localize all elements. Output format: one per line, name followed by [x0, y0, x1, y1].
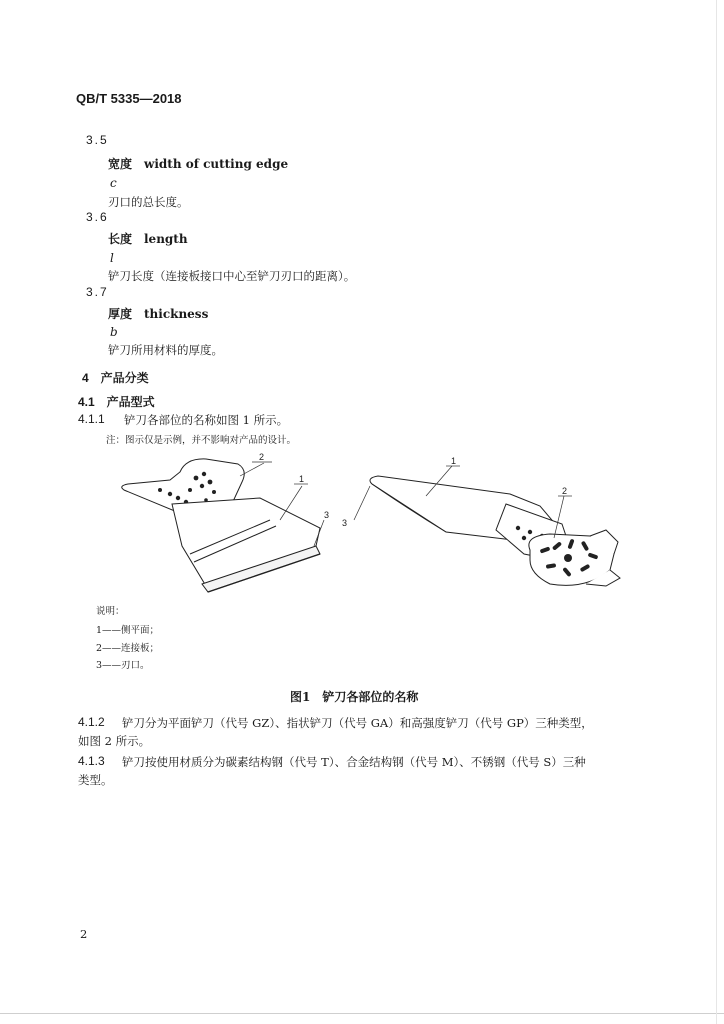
section-4-title: 4 产品分类 — [82, 371, 149, 385]
term-length: 长度 length — [108, 232, 188, 246]
definition-thickness: 铲刀所用材料的厚度。 — [108, 343, 223, 357]
scan-bottom-edge — [0, 1013, 724, 1014]
term-width: 宽度 width of cutting edge — [108, 157, 289, 171]
symbol-l: l — [110, 251, 114, 265]
term-thickness: 厚度 thickness — [108, 307, 209, 321]
definition-width: 刃口的总长度。 — [108, 195, 189, 209]
clause-number-4-1-2: 4.1.2 — [78, 715, 105, 729]
clause-4-1-2-line1: 铲刀分为平面铲刀（代号 GZ）、指状铲刀（代号 GA）和高强度铲刀（代号 GP）三种类型， — [122, 716, 593, 730]
clause-4-1-1-text: 铲刀各部位的名称如图 1 所示。 — [124, 413, 289, 427]
callout-3-right: 3 — [342, 518, 348, 528]
callout-2-right: 2 — [562, 486, 568, 496]
legend-item-3: 3——刃口。 — [96, 660, 150, 671]
scan-right-edge — [716, 0, 717, 1024]
definition-length: 铲刀长度（连接板接口中心至铲刀刃口的距离）。 — [108, 269, 356, 283]
figure-note: 注：图示仅是示例，并不影响对产品的设计。 — [106, 435, 297, 446]
callout-1-right: 1 — [451, 456, 457, 466]
clause-number-4-1-3: 4.1.3 — [78, 754, 105, 768]
legend-item-1: 1——侧平面； — [96, 625, 160, 636]
callout-1-left: 1 — [299, 474, 305, 484]
symbol-c: c — [110, 176, 117, 190]
flat-blade-drawing — [122, 459, 320, 592]
clause-number-3-6: 3.6 — [86, 210, 109, 224]
symbol-b: b — [110, 325, 118, 339]
figure-1-illustration — [110, 450, 630, 610]
standard-code: QB/T 5335—2018 — [76, 91, 182, 106]
clause-number-4-1-1: 4.1.1 — [78, 412, 105, 426]
callout-3-left: 3 — [324, 510, 330, 520]
section-4-1-title: 4.1 产品型式 — [78, 395, 155, 409]
legend-item-2: 2——连接板； — [96, 643, 160, 654]
callout-2-left: 2 — [259, 452, 265, 462]
clause-4-1-2-line2: 如图 2 所示。 — [78, 734, 151, 748]
clause-4-1-3-line1: 铲刀按使用材质分为碳素结构钢（代号 T）、合金结构钢（代号 M）、不锈钢（代号 S）三种 — [122, 755, 586, 769]
legend-title: 说明： — [96, 606, 125, 617]
clause-number-3-7: 3.7 — [86, 285, 109, 299]
clause-number-3-5: 3.5 — [86, 133, 109, 147]
page-number: 2 — [80, 927, 88, 941]
clause-4-1-3-line2: 类型。 — [78, 773, 113, 787]
figure-caption: 图1 铲刀各部位的名称 — [290, 690, 419, 704]
segment-blade-drawing — [370, 476, 620, 586]
